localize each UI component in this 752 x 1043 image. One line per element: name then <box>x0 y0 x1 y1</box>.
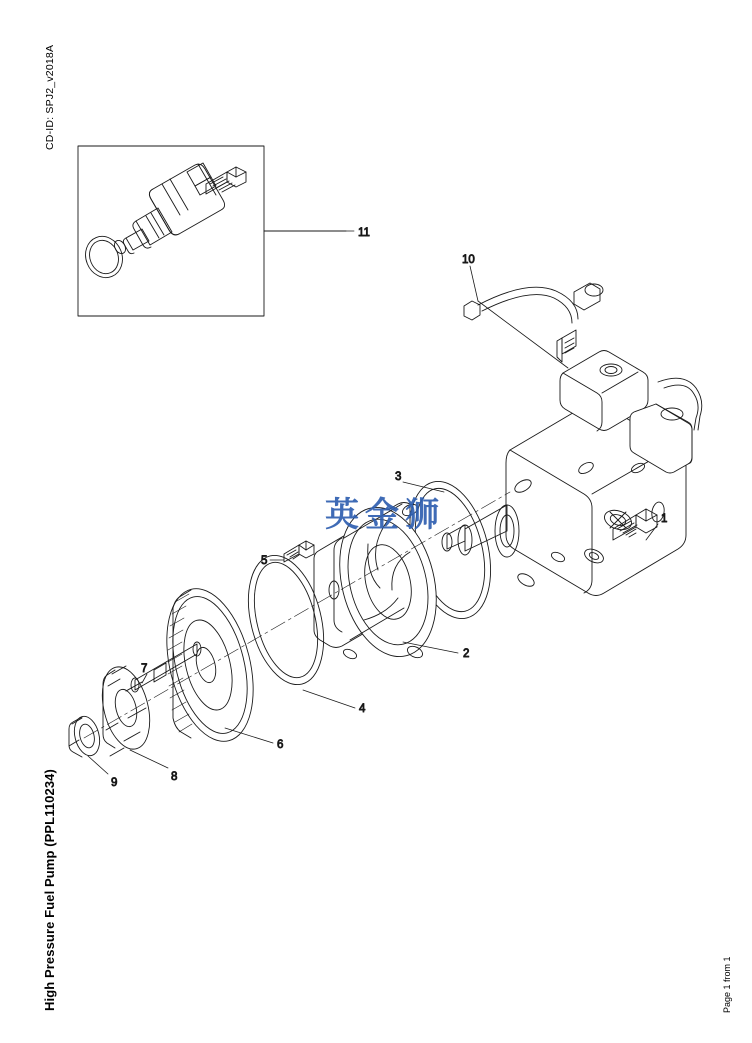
callout-8: 8 <box>171 771 178 783</box>
part-impeller-hub-8 <box>94 662 157 756</box>
watermark-text: 英金狮 <box>325 495 445 535</box>
callout-6: 6 <box>277 739 284 751</box>
callout-5: 5 <box>261 555 268 567</box>
assembly-axis <box>84 492 510 738</box>
cd-id-label: CD-ID: SPJ2_v2018A <box>44 44 56 150</box>
callout-1: 1 <box>661 513 668 525</box>
callout-3: 3 <box>395 471 402 483</box>
part-end-cap-9 <box>69 714 103 759</box>
page-footer-label: Page 1 from 1 <box>722 956 732 1013</box>
part-bolt-5 <box>284 541 314 562</box>
part-housing-cover-2 <box>314 497 451 667</box>
callout-11: 11 <box>358 227 370 239</box>
callout-9: 9 <box>111 777 118 789</box>
page-title: High Pressure Fuel Pump (PPL110234) <box>42 769 57 1011</box>
callout-10: 10 <box>462 254 475 266</box>
exploded-parts-diagram <box>58 120 718 820</box>
callout-2: 2 <box>463 648 470 660</box>
callout-4: 4 <box>359 703 366 715</box>
part-fuel-line <box>464 283 603 362</box>
callout-7: 7 <box>141 663 148 675</box>
pump-body <box>442 351 702 596</box>
